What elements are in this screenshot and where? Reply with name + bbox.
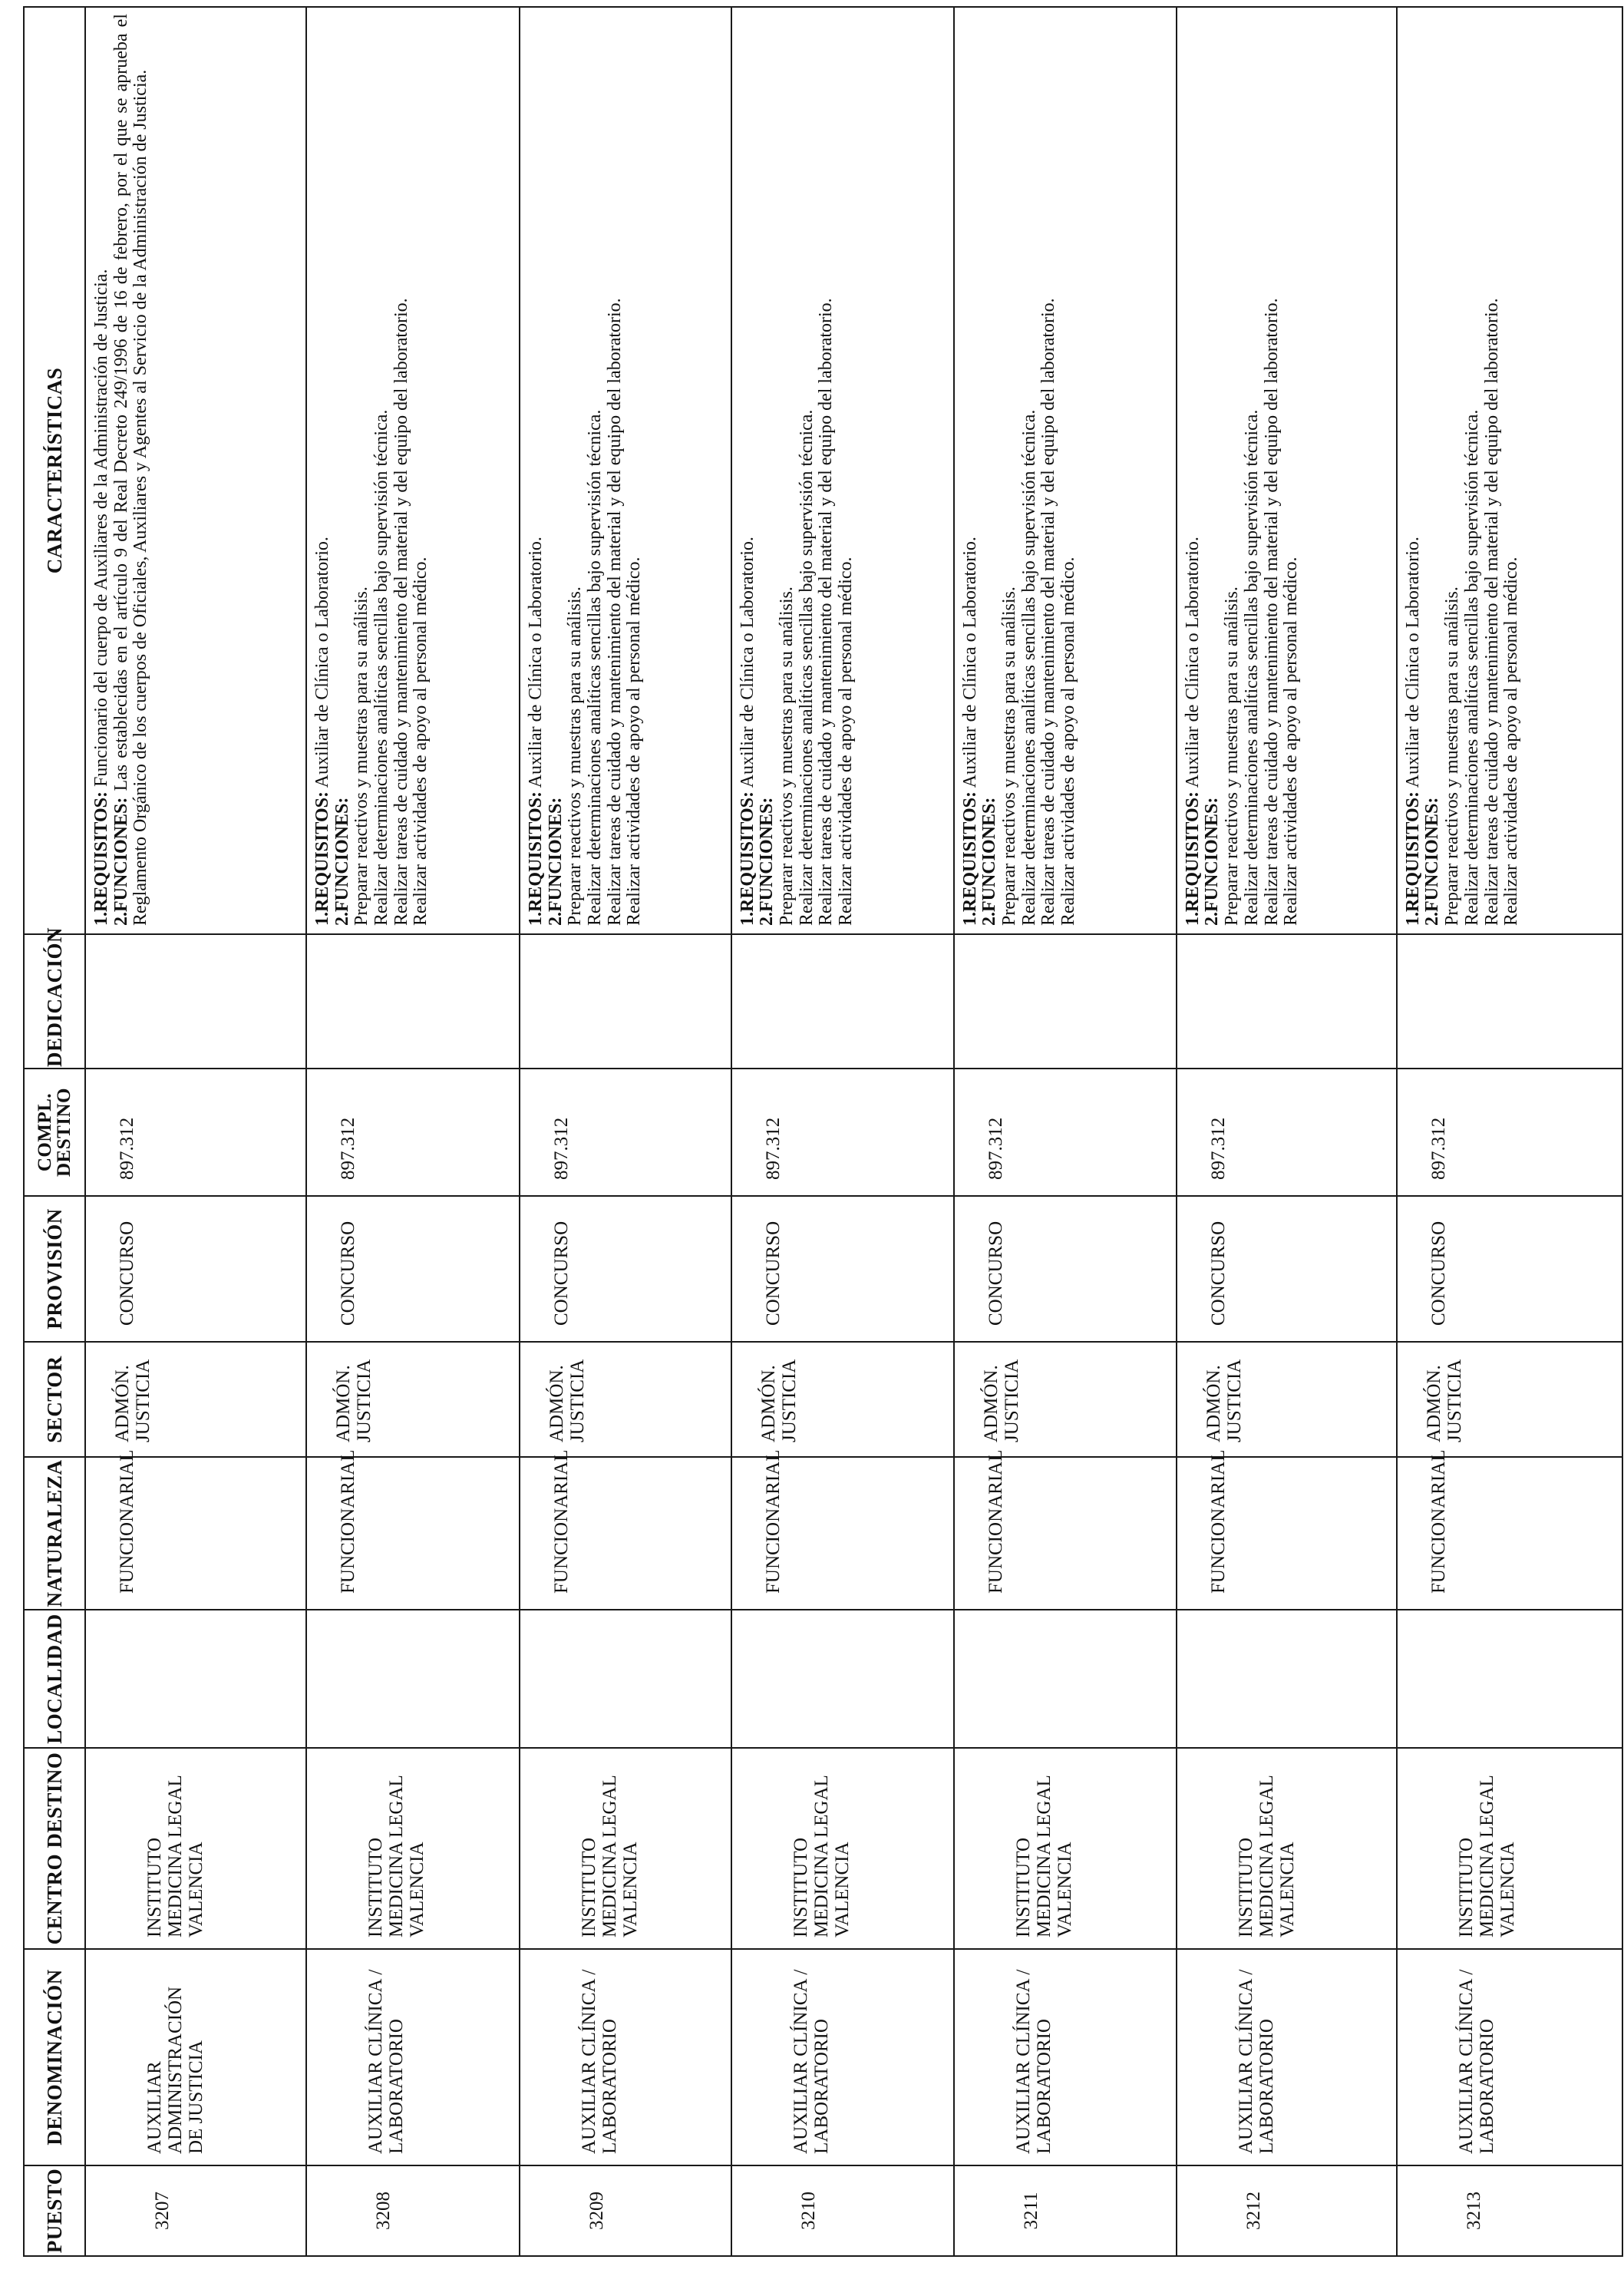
requisitos-text: Funcionario del cuerpo de Auxiliares de la Administración de Justicia. <box>91 269 111 792</box>
cell-centro-destino <box>1397 1748 1622 1949</box>
header-caracteristicas: CARACTERÍSTICAS <box>24 7 85 934</box>
funciones-line: Realizar tareas de cuidado y mantenimiento del material y del equipo del laboratorio. <box>1481 298 1502 926</box>
cell-provision <box>954 1196 1177 1342</box>
requisitos-label: 1.REQUISITOS: <box>1402 791 1423 926</box>
funciones-label: 2.FUNCIONES: <box>545 797 566 926</box>
funciones-line: Realizar determinaciones analíticas sencillas bajo supervisión técnica. <box>1018 409 1039 926</box>
table-body <box>85 7 1622 2256</box>
funciones-label: 2.FUNCIONES: <box>757 797 777 926</box>
cell-puesto-text: 3211 <box>1020 2192 1041 2230</box>
cell-sector-text: ADMÓN. JUSTICIA <box>546 1359 588 1442</box>
requisitos-label: 1.REQUISITOS: <box>959 791 980 926</box>
cell-dedicacion-text <box>955 935 965 1068</box>
cell-localidad <box>85 1610 306 1748</box>
cell-naturaleza <box>85 1449 306 1610</box>
cell-naturaleza-text: FUNCIONARIAL <box>762 1449 784 1594</box>
funciones-line: Realizar determinaciones analíticas sencillas bajo supervisión técnica. <box>1461 409 1482 926</box>
cell-puesto <box>520 2165 731 2256</box>
cell-dedicacion <box>1177 934 1397 1069</box>
funciones-label: 2.FUNCIONES: <box>111 797 131 926</box>
cell-caracteristicas <box>954 7 1177 934</box>
cell-denominacion-text: AUXILIAR CLÍNICA / LABORATORIO <box>1235 1969 1277 2154</box>
funciones-line: Realizar tareas de cuidado y mantenimiento del material y del equipo del laboratorio. <box>816 298 837 926</box>
requisitos-text: Auxiliar de Clínica o Laboratorio. <box>959 537 980 792</box>
cell-denominacion-text: AUXILIAR CLÍNICA / LABORATORIO <box>1455 1969 1497 2154</box>
cell-caracteristicas <box>520 7 731 934</box>
requisitos-text: Auxiliar de Clínica o Laboratorio. <box>1182 537 1203 792</box>
cell-sector-text: ADMÓN. JUSTICIA <box>1423 1359 1465 1442</box>
funciones-label: 2.FUNCIONES: <box>1422 797 1443 926</box>
cell-localidad <box>1397 1610 1622 1748</box>
cell-provision <box>1397 1196 1622 1342</box>
cell-puesto-text: 3210 <box>797 2192 819 2230</box>
cell-puesto <box>306 2165 520 2256</box>
cell-puesto <box>731 2165 954 2256</box>
requisitos-text: Auxiliar de Clínica o Laboratorio. <box>1402 537 1423 792</box>
cell-dedicacion <box>1397 934 1622 1069</box>
cell-localidad-text <box>1177 1610 1188 1747</box>
cell-naturaleza <box>520 1449 731 1610</box>
funciones-line: Realizar determinaciones analíticas sencillas bajo supervisión técnica. <box>796 409 817 926</box>
cell-naturaleza <box>954 1449 1177 1610</box>
cell-dedicacion-text <box>732 935 743 1068</box>
cell-puesto-text: 3209 <box>586 2192 607 2230</box>
cell-centro-destino-text: INSTITUTO MEDICINA LEGAL VALENCIA <box>1012 1776 1075 1937</box>
funciones-line: Realizar tareas de cuidado y mantenimiento del material y del equipo del laboratorio. <box>1038 298 1059 926</box>
cell-localidad <box>731 1610 954 1748</box>
cell-dedicacion-text <box>86 935 97 1068</box>
cell-compl-destino-text: 897.312 <box>985 1117 1006 1180</box>
cell-denominacion <box>1177 1949 1397 2165</box>
cell-puesto-text: 3207 <box>152 2192 173 2230</box>
header-row <box>24 7 85 2256</box>
requisitos-label: 1.REQUISITOS: <box>91 791 111 926</box>
cell-sector <box>1397 1342 1622 1457</box>
cell-puesto-text: 3213 <box>1463 2192 1484 2230</box>
cell-sector <box>85 1342 306 1457</box>
requisitos-label: 1.REQUISITOS: <box>737 791 758 926</box>
cell-localidad-text <box>955 1610 965 1747</box>
cell-localidad <box>1177 1610 1397 1748</box>
funciones-line: Realizar actividades de apoyo al personal médico. <box>1501 557 1522 926</box>
cell-puesto-text: 3212 <box>1243 2192 1264 2230</box>
cell-compl-destino <box>1177 1069 1397 1196</box>
cell-centro-destino <box>731 1748 954 1949</box>
job-positions-table <box>23 6 1623 2257</box>
cell-centro-destino-text: INSTITUTO MEDICINA LEGAL VALENCIA <box>144 1776 206 1937</box>
funciones-line: Preparar reactivos y muestras para su análisis. <box>565 586 586 926</box>
cell-localidad-text <box>1398 1610 1408 1747</box>
cell-sector <box>731 1342 954 1457</box>
cell-compl-destino-text: 897.312 <box>117 1117 137 1180</box>
cell-centro-destino <box>1177 1748 1397 1949</box>
cell-centro-destino <box>954 1748 1177 1949</box>
table-row <box>954 7 1177 2256</box>
cell-puesto <box>1397 2165 1622 2256</box>
cell-naturaleza-text: FUNCIONARIAL <box>1207 1449 1229 1594</box>
cell-compl-destino-text: 897.312 <box>762 1117 784 1180</box>
table-row <box>85 7 306 2256</box>
table-row <box>1397 7 1622 2256</box>
table-row <box>731 7 954 2256</box>
cell-puesto <box>1177 2165 1397 2256</box>
requisitos-label: 1.REQUISITOS: <box>312 791 333 926</box>
cell-naturaleza <box>1397 1449 1622 1610</box>
cell-provision <box>731 1196 954 1342</box>
funciones-text: Las establecidas en el artículo 9 del Real Decreto 249/1996 de 16 de febrero, por el que se aprueba el Reglamento Orgánico de los cuerpos de Oficiales, Auxiliares y Agentes al Servicio de la Administración de Justicia. <box>111 14 151 926</box>
funciones-line: Realizar determinaciones analíticas sencillas bajo supervisión técnica. <box>584 409 605 926</box>
cell-compl-destino-text: 897.312 <box>338 1117 359 1180</box>
funciones-line: Preparar reactivos y muestras para su análisis. <box>1222 586 1243 926</box>
funciones-line: Realizar determinaciones analíticas sencillas bajo supervisión técnica. <box>1241 409 1262 926</box>
cell-sector-text: ADMÓN. JUSTICIA <box>980 1359 1022 1442</box>
cell-provision <box>85 1196 306 1342</box>
cell-localidad-text <box>520 1610 531 1747</box>
cell-provision-text: CONCURSO <box>117 1221 137 1326</box>
cell-dedicacion-text <box>520 935 531 1068</box>
cell-dedicacion-text <box>307 935 318 1068</box>
cell-naturaleza-text: FUNCIONARIAL <box>338 1449 359 1594</box>
cell-denominacion-text: AUXILIAR CLÍNICA / LABORATORIO <box>365 1969 408 2154</box>
header-provision: PROVISIÓN <box>24 1196 85 1342</box>
cell-dedicacion <box>731 934 954 1069</box>
funciones-line: Realizar actividades de apoyo al personal médico. <box>1281 557 1302 926</box>
cell-denominacion <box>954 1949 1177 2165</box>
funciones-line: Realizar tareas de cuidado y mantenimiento del material y del equipo del laboratorio. <box>391 298 411 926</box>
requisitos-text: Auxiliar de Clínica o Laboratorio. <box>737 537 758 792</box>
cell-localidad <box>954 1610 1177 1748</box>
cell-centro-destino-text: INSTITUTO MEDICINA LEGAL VALENCIA <box>578 1776 641 1937</box>
cell-localidad <box>306 1610 520 1748</box>
cell-caracteristicas <box>85 7 306 934</box>
cell-puesto-text: 3208 <box>373 2192 394 2230</box>
funciones-line: Realizar actividades de apoyo al personal médico. <box>624 557 645 926</box>
cell-naturaleza-text: FUNCIONARIAL <box>985 1449 1006 1594</box>
cell-dedicacion <box>85 934 306 1069</box>
cell-naturaleza-text: FUNCIONARIAL <box>117 1449 137 1594</box>
cell-centro-destino-text: INSTITUTO MEDICINA LEGAL VALENCIA <box>365 1776 428 1937</box>
table-row <box>306 7 520 2256</box>
header-localidad: LOCALIDAD <box>24 1610 85 1748</box>
cell-compl-destino <box>85 1069 306 1196</box>
cell-dedicacion-text <box>1177 935 1188 1068</box>
cell-caracteristicas <box>731 7 954 934</box>
header-sector: SECTOR <box>24 1342 85 1457</box>
cell-provision <box>306 1196 520 1342</box>
header-puesto: PUESTO <box>24 2165 85 2256</box>
cell-denominacion-text: AUXILIAR CLÍNICA / LABORATORIO <box>790 1969 832 2154</box>
cell-naturaleza <box>731 1449 954 1610</box>
funciones-label: 2.FUNCIONES: <box>332 797 352 926</box>
cell-sector-text: ADMÓN. JUSTICIA <box>1203 1359 1245 1442</box>
cell-centro-destino-text: INSTITUTO MEDICINA LEGAL VALENCIA <box>790 1776 853 1937</box>
cell-denominacion <box>520 1949 731 2165</box>
cell-compl-destino <box>954 1069 1177 1196</box>
cell-localidad-text <box>732 1610 743 1747</box>
cell-denominacion <box>306 1949 520 2165</box>
header-naturaleza: NATURALEZA <box>24 1457 85 1610</box>
table-row <box>520 7 731 2256</box>
cell-caracteristicas <box>1177 7 1397 934</box>
cell-centro-destino-text: INSTITUTO MEDICINA LEGAL VALENCIA <box>1455 1776 1518 1937</box>
cell-sector-text: ADMÓN. JUSTICIA <box>758 1359 800 1442</box>
cell-compl-destino <box>306 1069 520 1196</box>
cell-denominacion <box>1397 1949 1622 2165</box>
cell-localidad <box>520 1610 731 1748</box>
funciones-line: Realizar tareas de cuidado y mantenimiento del material y del equipo del laboratorio. <box>1261 298 1282 926</box>
funciones-line: Realizar actividades de apoyo al personal médico. <box>836 557 857 926</box>
cell-provision <box>520 1196 731 1342</box>
cell-sector <box>306 1342 520 1457</box>
funciones-label: 2.FUNCIONES: <box>979 797 1000 926</box>
funciones-line: Realizar determinaciones analíticas sencillas bajo supervisión técnica. <box>371 409 392 926</box>
requisitos-label: 1.REQUISITOS: <box>1182 791 1203 926</box>
cell-localidad-text <box>307 1610 318 1747</box>
cell-naturaleza-text: FUNCIONARIAL <box>550 1449 572 1594</box>
funciones-line: Realizar actividades de apoyo al personal médico. <box>1058 557 1079 926</box>
cell-denominacion-text: AUXILIAR ADMINISTRACIÓN DE JUSTICIA <box>144 1986 206 2154</box>
cell-naturaleza <box>1177 1449 1397 1610</box>
cell-sector-text: ADMÓN. JUSTICIA <box>333 1359 375 1442</box>
cell-provision-text: CONCURSO <box>985 1221 1006 1326</box>
cell-compl-destino <box>731 1069 954 1196</box>
cell-provision <box>1177 1196 1397 1342</box>
funciones-line: Realizar actividades de apoyo al personal médico. <box>411 557 431 926</box>
cell-centro-destino <box>520 1748 731 1949</box>
requisitos-text: Auxiliar de Clínica o Laboratorio. <box>312 537 333 792</box>
cell-puesto <box>85 2165 306 2256</box>
cell-provision-text: CONCURSO <box>338 1221 359 1326</box>
cell-naturaleza-text: FUNCIONARIAL <box>1428 1449 1449 1594</box>
cell-compl-destino-text: 897.312 <box>1428 1117 1449 1180</box>
cell-naturaleza <box>306 1449 520 1610</box>
header-dedicacion: DEDICACIÓN <box>24 934 85 1069</box>
cell-compl-destino <box>1397 1069 1622 1196</box>
cell-provision-text: CONCURSO <box>550 1221 572 1326</box>
cell-provision-text: CONCURSO <box>1207 1221 1229 1326</box>
cell-provision-text: CONCURSO <box>1428 1221 1449 1326</box>
funciones-label: 2.FUNCIONES: <box>1202 797 1223 926</box>
requisitos-text: Auxiliar de Clínica o Laboratorio. <box>525 537 546 792</box>
funciones-line: Realizar tareas de cuidado y mantenimiento del material y del equipo del laboratorio. <box>604 298 625 926</box>
cell-provision-text: CONCURSO <box>762 1221 784 1326</box>
cell-denominacion <box>85 1949 306 2165</box>
cell-caracteristicas <box>306 7 520 934</box>
cell-centro-destino <box>306 1748 520 1949</box>
cell-centro-destino <box>85 1748 306 1949</box>
cell-dedicacion <box>520 934 731 1069</box>
header-compl-destino: COMPL. DESTINO <box>24 1069 85 1196</box>
cell-sector <box>1177 1342 1397 1457</box>
cell-compl-destino-text: 897.312 <box>550 1117 572 1180</box>
cell-centro-destino-text: INSTITUTO MEDICINA LEGAL VALENCIA <box>1235 1776 1298 1937</box>
cell-puesto <box>954 2165 1177 2256</box>
cell-sector <box>954 1342 1177 1457</box>
cell-dedicacion-text <box>1398 935 1408 1068</box>
cell-compl-destino <box>520 1069 731 1196</box>
cell-dedicacion <box>306 934 520 1069</box>
header-denominacion: DENOMINACIÓN <box>24 1949 85 2165</box>
funciones-line: Preparar reactivos y muestras para su análisis. <box>999 586 1020 926</box>
cell-denominacion-text: AUXILIAR CLÍNICA / LABORATORIO <box>578 1969 620 2154</box>
cell-caracteristicas <box>1397 7 1622 934</box>
cell-dedicacion <box>954 934 1177 1069</box>
funciones-line: Preparar reactivos y muestras para su análisis. <box>777 586 797 926</box>
funciones-line: Preparar reactivos y muestras para su análisis. <box>1442 586 1463 926</box>
cell-denominacion <box>731 1949 954 2165</box>
cell-sector <box>520 1342 731 1457</box>
header-centro-destino: CENTRO DESTINO <box>24 1748 85 1949</box>
cell-denominacion-text: AUXILIAR CLÍNICA / LABORATORIO <box>1012 1969 1055 2154</box>
cell-sector-text: ADMÓN. JUSTICIA <box>112 1359 153 1442</box>
requisitos-label: 1.REQUISITOS: <box>525 791 546 926</box>
cell-compl-destino-text: 897.312 <box>1207 1117 1229 1180</box>
cell-localidad-text <box>86 1610 97 1747</box>
table-row <box>1177 7 1397 2256</box>
funciones-line: Preparar reactivos y muestras para su análisis. <box>352 586 372 926</box>
